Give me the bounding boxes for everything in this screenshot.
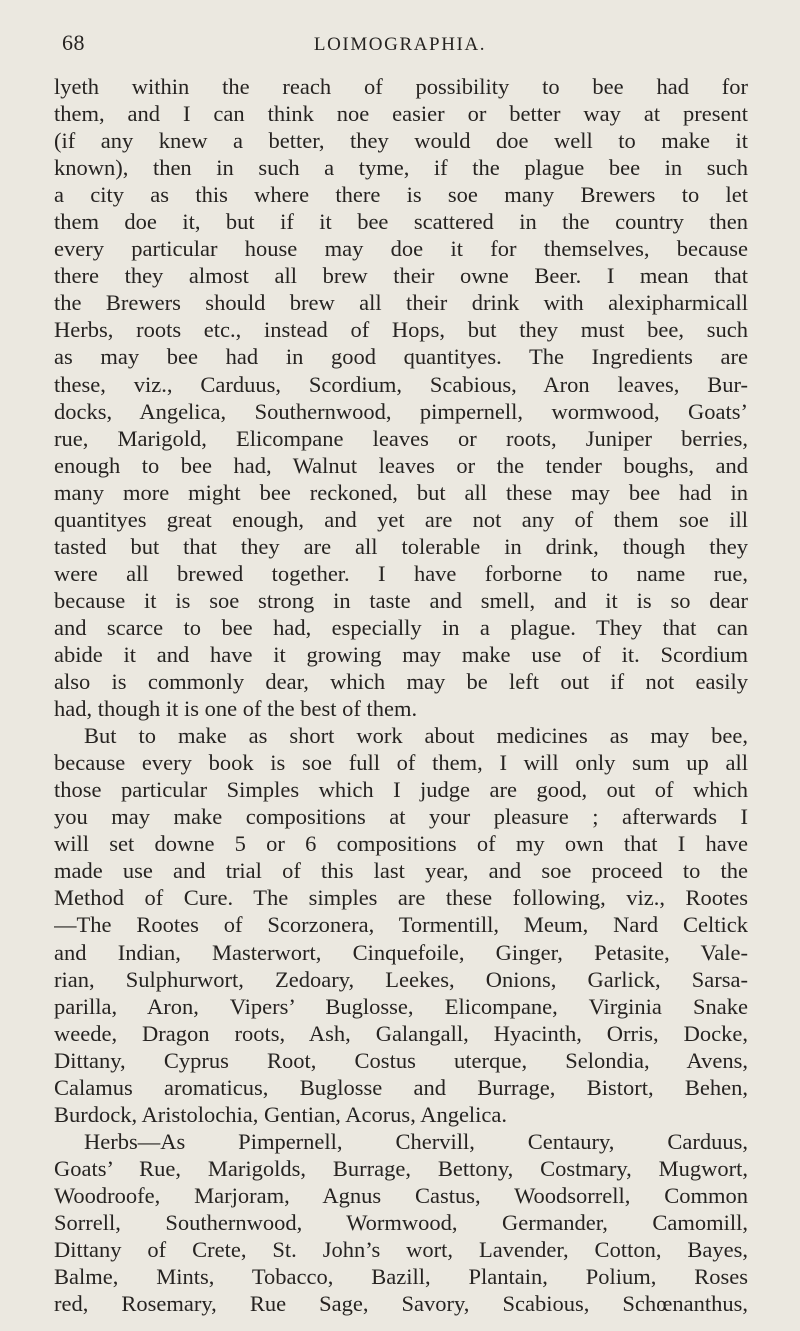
text-line: and scarce to bee had, especially in a plague. They that can [54, 614, 748, 640]
text-line: Herbs, roots etc., instead of Hops, but they must bee, such [54, 317, 748, 343]
text-line: will set downe 5 or 6 compositions of my own that I have [54, 831, 748, 857]
text-line: you may make compositions at your pleasure ; afterwards I [54, 804, 748, 830]
text-line: there they almost all brew their owne Beer. I mean that [54, 263, 748, 289]
text-line: red, Rosemary, Rue Sage, Savory, Scabious, Schœnanthus, [54, 1291, 748, 1317]
text-line: But to make as short work about medicines as may bee, [84, 723, 748, 749]
text-line: Sorrell, Southernwood, Wormwood, Germander, Camomill, [54, 1209, 748, 1235]
text-line: enough to bee had, Walnut leaves or the tender boughs, and [54, 452, 748, 478]
text-line: the Brewers should brew all their drink with alexipharmicall [54, 290, 748, 316]
body-text [54, 73, 748, 1317]
page-number: 68 [62, 30, 85, 55]
text-line: had, though it is one of the best of them. [54, 696, 418, 722]
text-line: many more might bee reckoned, but all these may bee had in [54, 479, 748, 505]
text-line: rue, Marigold, Elicompane leaves or roots, Juniper berries, [54, 425, 748, 451]
text-line: abide it and have it growing may make use of it. Scordium [54, 641, 748, 667]
text-line: them, and I can think noe easier or better way at present [54, 101, 748, 127]
text-line: made use and trial of this last year, and soe proceed to the [54, 858, 748, 884]
text-line: (if any knew a better, they would doe well to make it [54, 128, 748, 154]
text-line: parilla, Aron, Vipers’ Buglosse, Elicompane, Virginia Snake [54, 993, 748, 1019]
text-line: a city as this where there is soe many Brewers to let [54, 182, 748, 208]
text-line: those particular Simples which I judge are good, out of which [54, 777, 748, 803]
text-line: every particular house may doe it for themselves, because [54, 236, 748, 262]
text-line: were all brewed together. I have forborne to name rue, [54, 560, 748, 586]
text-line: Method of Cure. The simples are these following, viz., Rootes [54, 885, 748, 911]
text-line: because it is soe strong in taste and smell, and it is so dear [54, 587, 748, 613]
text-line: weede, Dragon roots, Ash, Galangall, Hyacinth, Orris, Docke, [54, 1020, 748, 1046]
text-line: Calamus aromaticus, Buglosse and Burrage, Bistort, Behen, [54, 1074, 748, 1100]
text-line: docks, Angelica, Southernwood, pimpernell, wormwood, Goats’ [54, 398, 748, 424]
text-line: Burdock, Aristolochia, Gentian, Acorus, Angelica. [54, 1101, 508, 1127]
text-line: Woodroofe, Marjoram, Agnus Castus, Woodsorrell, Common [54, 1182, 748, 1208]
text-line: rian, Sulphurwort, Zedoary, Leekes, Onions, Garlick, Sarsa- [54, 966, 748, 992]
text-line: known), then in such a tyme, if the plague bee in such [54, 155, 748, 181]
text-line: Dittany, Cyprus Root, Costus uterque, Selondia, Avens, [54, 1047, 748, 1073]
text-line: Herbs—As Pimpernell, Chervill, Centaury, Carduus, [84, 1128, 748, 1154]
text-line: because every book is soe full of them, I will only sum up all [54, 750, 748, 776]
text-line: these, viz., Carduus, Scordium, Scabious, Aron leaves, Bur- [54, 371, 748, 397]
page-header [62, 30, 738, 60]
text-line: Goats’ Rue, Marigolds, Burrage, Bettony, Costmary, Mugwort, [54, 1155, 748, 1181]
text-line: tasted but that they are all tolerable in drink, though they [54, 533, 748, 559]
text-line: Balme, Mints, Tobacco, Bazill, Plantain, Polium, Roses [54, 1264, 748, 1290]
text-line: them doe it, but if it bee scattered in the country then [54, 209, 748, 235]
text-line: also is commonly dear, which may be left out if not easily [54, 669, 748, 695]
running-head: LOIMOGRAPHIA. [313, 34, 487, 55]
text-line: as may bee had in good quantityes. The Ingredients are [54, 344, 748, 370]
text-line: Dittany of Crete, St. John’s wort, Lavender, Cotton, Bayes, [54, 1237, 748, 1263]
text-line: quantityes great enough, and yet are not any of them soe ill [54, 506, 748, 532]
text-line: —The Rootes of Scorzonera, Tormentill, Meum, Nard Celtick [54, 912, 748, 938]
text-line: lyeth within the reach of possibility to bee had for [54, 74, 748, 99]
text-line: and Indian, Masterwort, Cinquefoile, Ginger, Petasite, Vale- [54, 939, 748, 965]
